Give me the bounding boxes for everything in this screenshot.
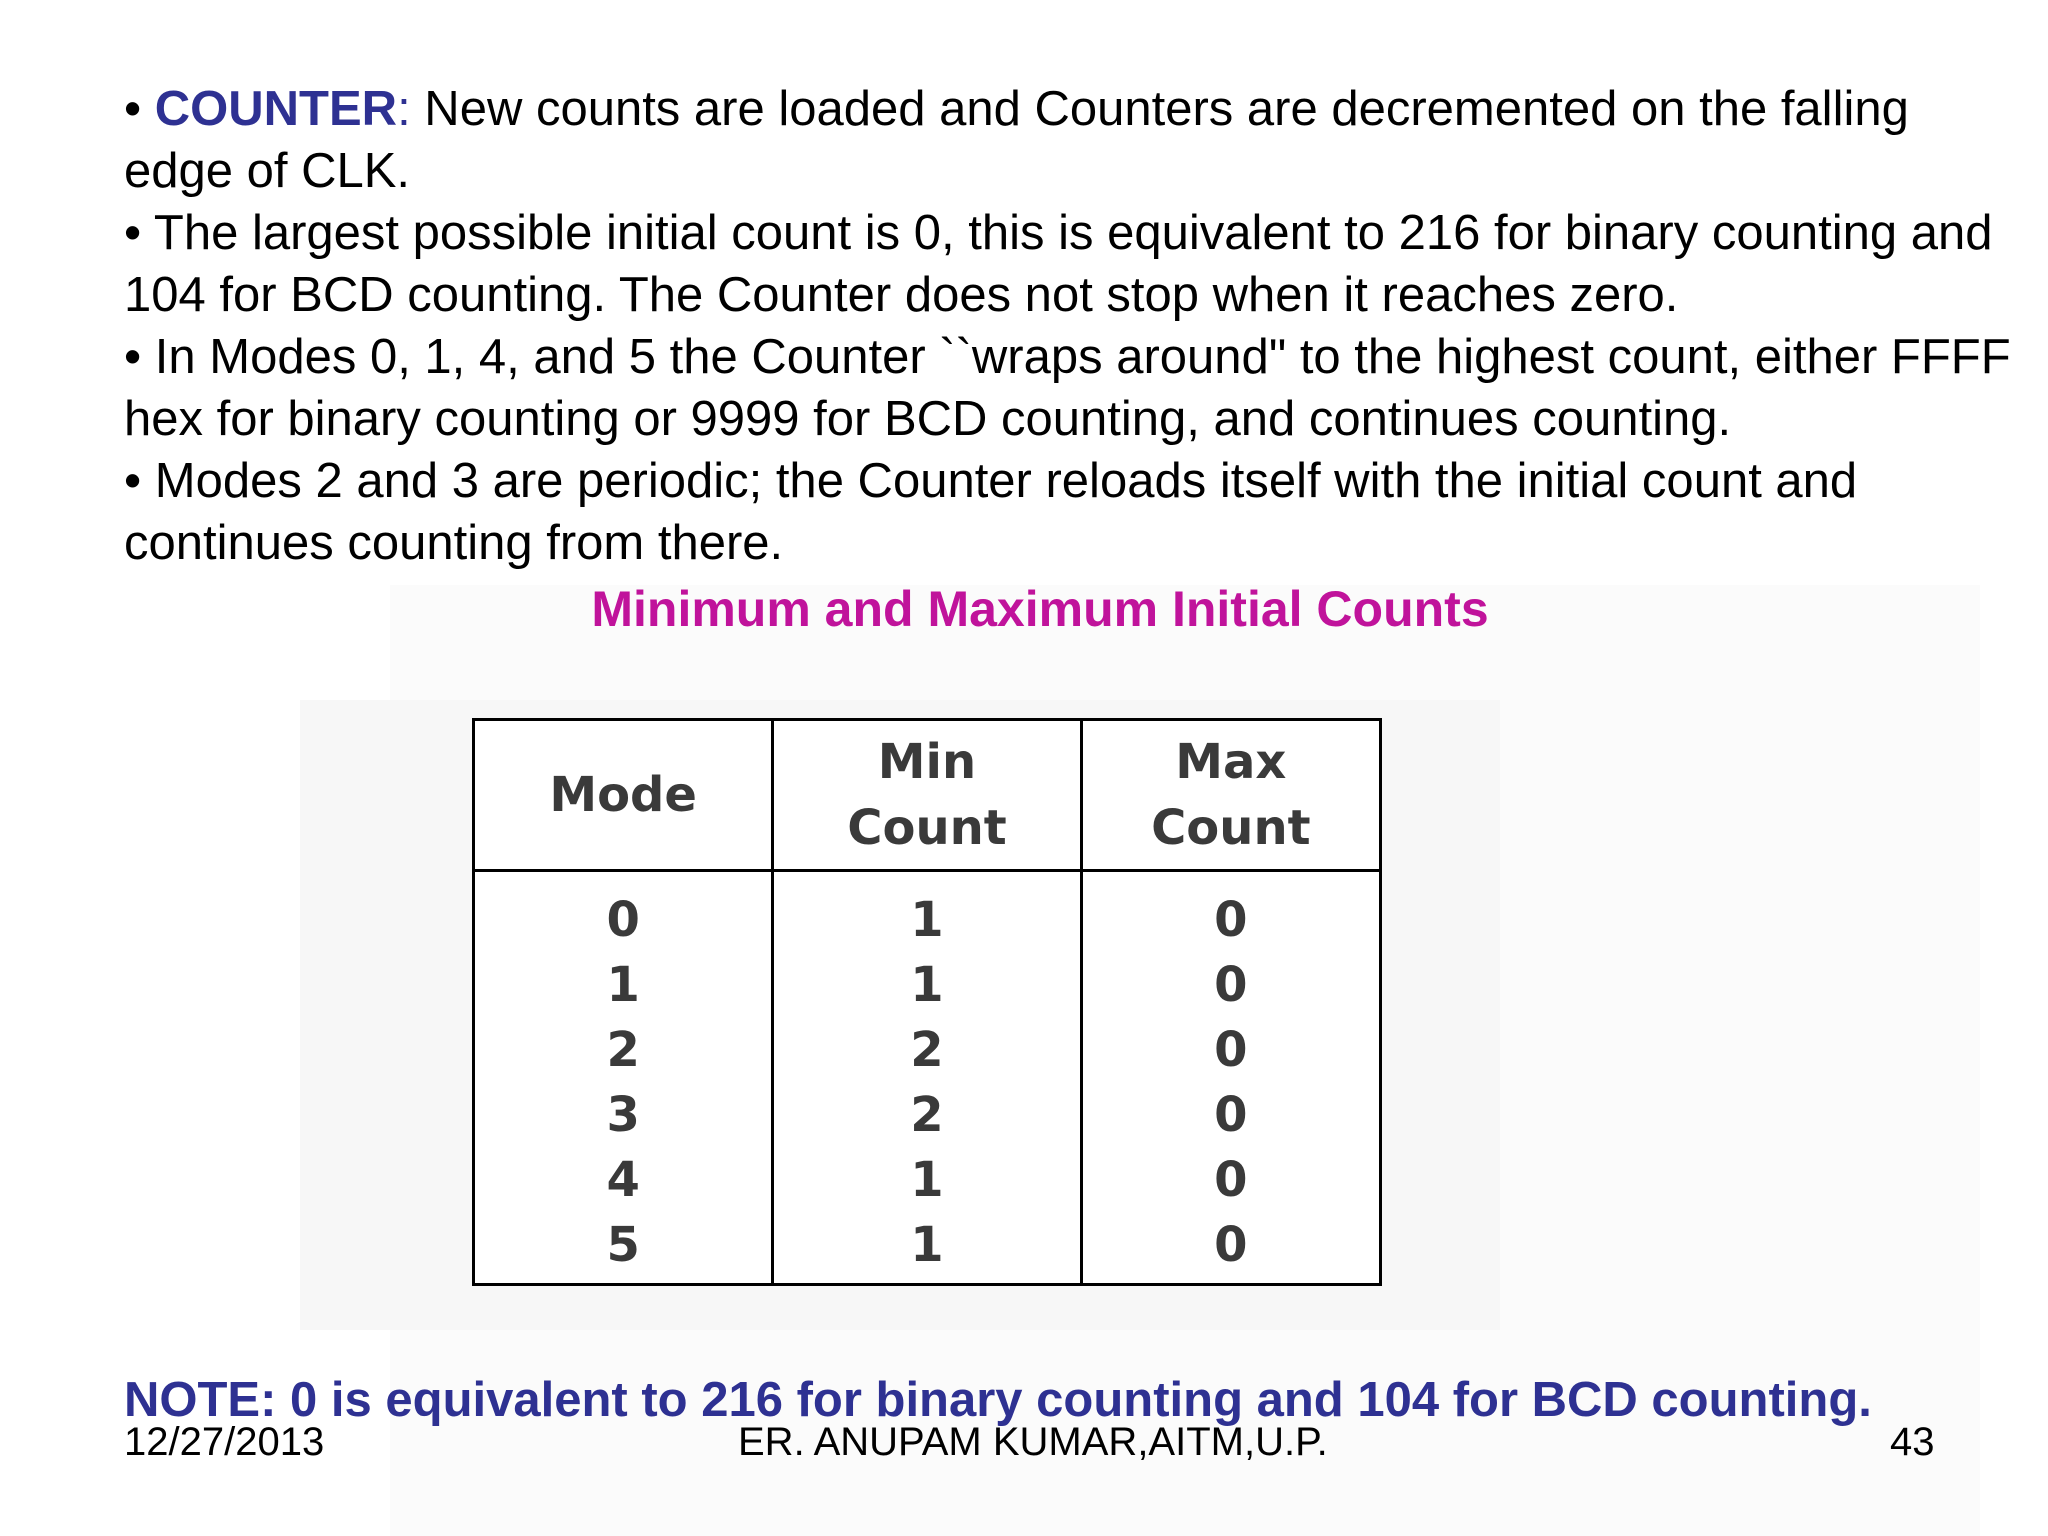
bullet-text: In Modes 0, 1, 4, and 5 the Counter ``wraps around" to the highest count, either FFFF hex for binary counting or 9999 for BCD counting, and continues counting.	[124, 330, 2011, 446]
mode-value: 3	[606, 1087, 640, 1143]
mode-value: 0	[606, 892, 640, 948]
mode-value: 4	[606, 1152, 640, 1208]
header-max-count	[1081, 720, 1380, 871]
table-header-row	[474, 720, 1381, 871]
bullet-text: The largest possible initial count is 0, this is equivalent to 216 for binary counting and 104 for BCD counting. The Counter does not stop when it reaches zero.	[124, 206, 1993, 322]
bullet-symbol: •	[124, 82, 142, 136]
bullet-item-wrap-around	[124, 326, 2024, 450]
max-count-value: 0	[1214, 1022, 1248, 1078]
max-count-value: 0	[1214, 1152, 1248, 1208]
max-count-value: 0	[1214, 957, 1248, 1013]
min-count-column-cell	[773, 871, 1081, 1285]
min-count-value: 1	[910, 1152, 944, 1208]
footer-date: 12/27/2013	[124, 1420, 325, 1464]
bullet-item-periodic-modes	[124, 450, 2024, 574]
max-count-value: 0	[1214, 892, 1248, 948]
bullet-list	[124, 78, 2024, 574]
bullet-keyword: COUNTER	[154, 82, 398, 136]
bullet-symbol: •	[124, 454, 142, 508]
max-count-column-cell	[1081, 871, 1380, 1285]
mode-column-cell	[474, 871, 773, 1285]
max-count-value: 0	[1214, 1217, 1248, 1273]
footer-page-number: 43	[1890, 1420, 1935, 1464]
mode-value: 2	[606, 1022, 640, 1078]
bullet-item-counter	[124, 78, 2024, 202]
header-mode	[474, 720, 773, 871]
note-text: NOTE: 0 is equivalent to 216 for binary counting and 104 for BCD counting.	[124, 1373, 1872, 1427]
header-min-count	[773, 720, 1081, 871]
min-count-value: 1	[910, 1217, 944, 1273]
min-count-value: 1	[910, 957, 944, 1013]
initial-counts-table	[472, 718, 1382, 1286]
header-mode-label: Mode	[549, 767, 697, 823]
max-count-value: 0	[1214, 1087, 1248, 1143]
table-body-row	[474, 871, 1381, 1285]
header-min-label-line1: Min	[877, 734, 977, 790]
header-max-label-line2: Count	[1151, 800, 1311, 856]
bullet-text: New counts are loaded and Counters are decremented on the falling edge of CLK.	[124, 82, 1909, 198]
bullet-keyword-colon: :	[397, 82, 411, 136]
header-max-label-line1: Max	[1175, 734, 1287, 790]
bullet-text: Modes 2 and 3 are periodic; the Counter reloads itself with the initial count and continues counting from there.	[124, 454, 1858, 570]
bullet-item-largest-count	[124, 202, 2024, 326]
footer-author: ER. ANUPAM KUMAR,AITM,U.P.	[738, 1420, 1328, 1464]
min-count-value: 1	[910, 892, 944, 948]
header-min-label-line2: Count	[847, 800, 1007, 856]
bullet-symbol: •	[124, 330, 142, 384]
mode-value: 1	[606, 957, 640, 1013]
mode-value: 5	[606, 1217, 640, 1273]
bullet-symbol: •	[124, 206, 142, 260]
table-title: Minimum and Maximum Initial Counts	[591, 581, 1489, 637]
min-count-value: 2	[910, 1087, 944, 1143]
min-count-value: 2	[910, 1022, 944, 1078]
